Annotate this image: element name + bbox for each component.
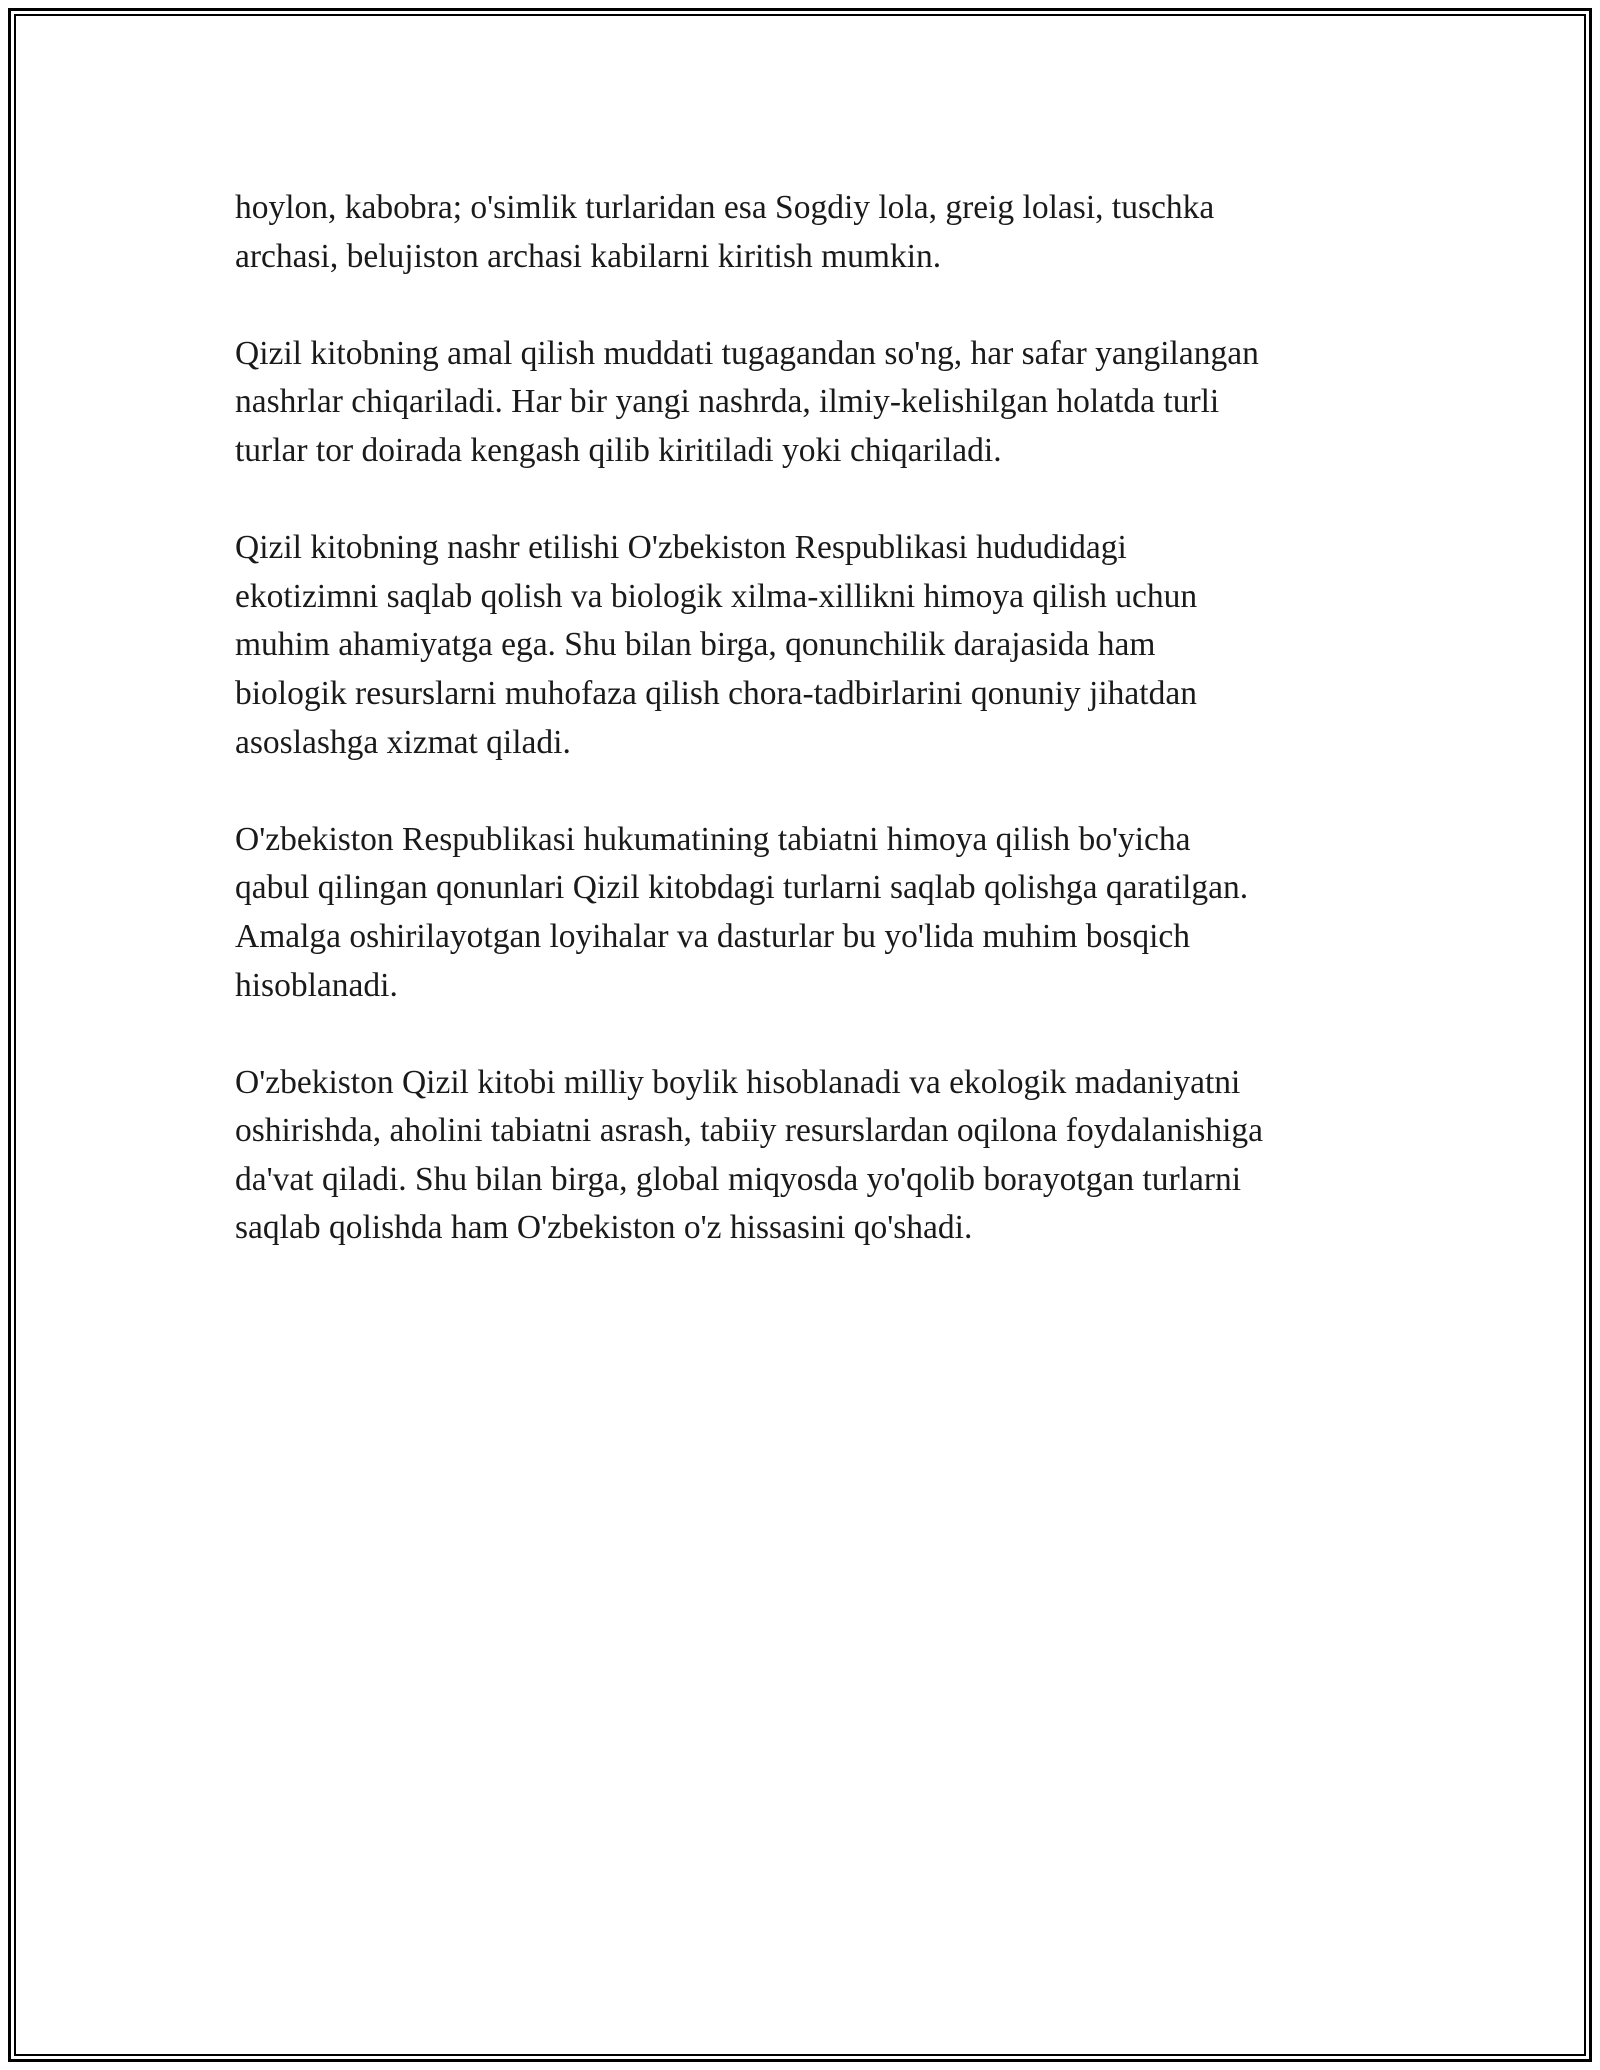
text-line: nashrlar chiqariladi. Har bir yangi nashrda, ilmiy-kelishilgan holatda turli <box>235 383 1220 421</box>
text-line: O'zbekiston Qizil kitobi milliy boylik hisoblanadi va ekologik madaniyatni <box>235 1063 1241 1101</box>
text-line: ekotizimni saqlab qolish va biologik xilma-xillikni himoya qilish uchun <box>235 577 1198 615</box>
text-line: qabul qilingan qonunlari Qizil kitobdagi turlarni saqlab qolishga qaratilgan. <box>235 869 1249 907</box>
text-line: turlar tor doirada kengash qilib kiritiladi yoki chiqariladi. <box>235 431 1002 469</box>
text-line: hisoblanadi. <box>235 966 398 1004</box>
text-line: asoslashga xizmat qiladi. <box>235 723 571 761</box>
text-line: O'zbekiston Respublikasi hukumatining tabiatni himoya qilish bo'yicha <box>235 820 1191 858</box>
text-line: hoylon, kabobra; o'simlik turlaridan esa Sogdiy lola, greig lolasi, tuschka <box>235 189 1215 226</box>
paragraph-4 <box>235 816 1395 1010</box>
text-line: da'vat qiladi. Shu bilan birga, global miqyosda yo'qolib borayotgan turlarni <box>235 1160 1242 1198</box>
text-line: archasi, belujiston archasi kabilarni kiritish mumkin. <box>235 237 942 275</box>
paragraph-2 <box>235 330 1395 476</box>
document-body <box>235 184 1395 1302</box>
paragraph-3 <box>235 524 1395 767</box>
paragraph-1 <box>235 184 1395 281</box>
paragraph-5 <box>235 1059 1395 1253</box>
text-line: saqlab qolishda ham O'zbekiston o'z hissasini qo'shadi. <box>235 1209 973 1247</box>
text-line: Qizil kitobning nashr etilishi O'zbekiston Respublikasi hududidagi <box>235 529 1127 567</box>
text-line: biologik resurslarni muhofaza qilish chora-tadbirlarini qonuniy jihatdan <box>235 674 1197 712</box>
text-line: Amalga oshirilayotgan loyihalar va dasturlar bu yo'lida muhim bosqich <box>235 917 1190 955</box>
text-line: Qizil kitobning amal qilish muddati tugagandan so'ng, har safar yangilangan <box>235 334 1259 372</box>
text-line: oshirishda, aholini tabiatni asrash, tabiiy resurslardan oqilona foydalanishiga <box>235 1112 1264 1150</box>
text-line: muhim ahamiyatga ega. Shu bilan birga, qonunchilik darajasida ham <box>235 626 1156 664</box>
